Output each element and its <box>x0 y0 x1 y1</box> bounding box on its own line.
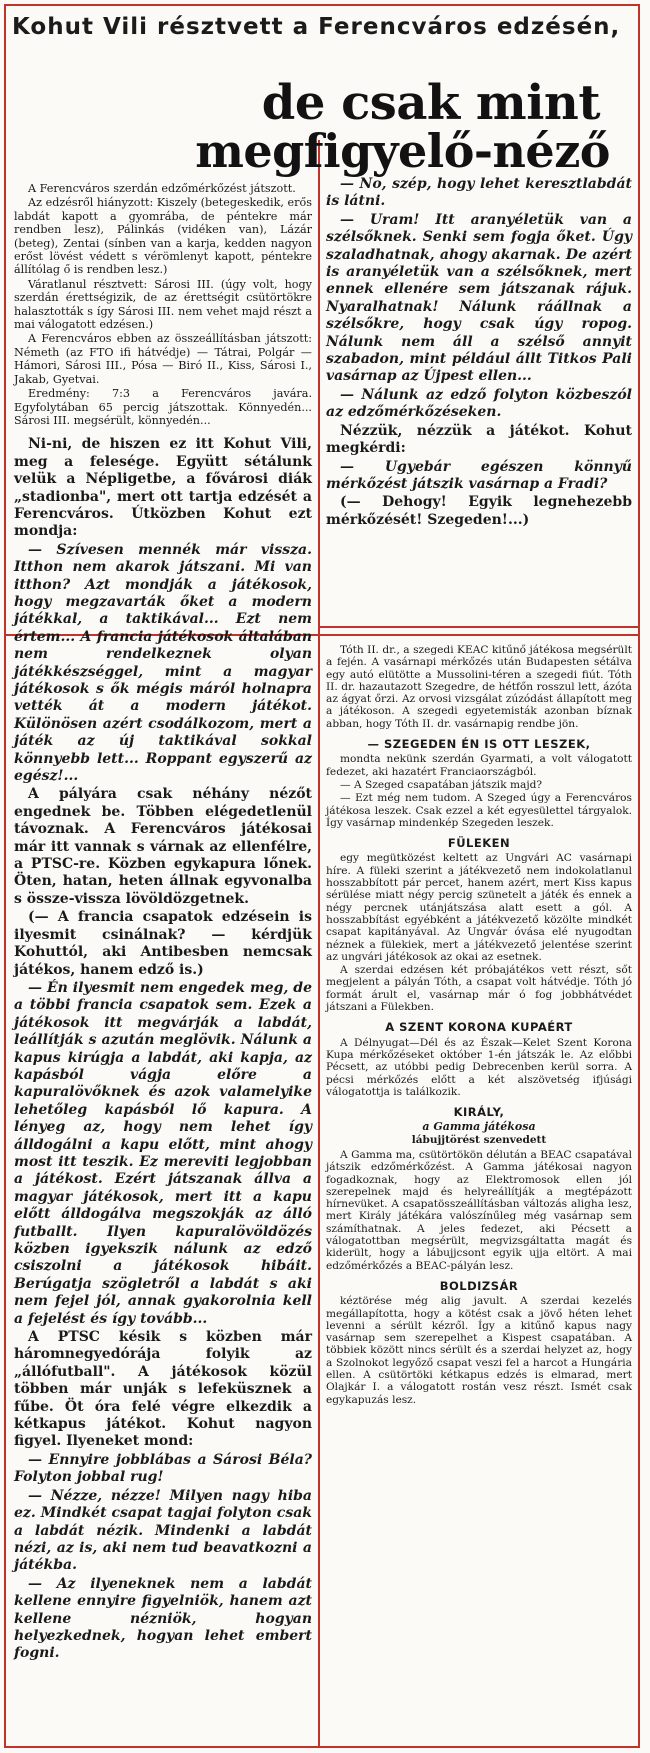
fuleken-brief: A szerdai edzésen két próbajátékos vett részt, sőt megjelent a pályán Tóth, a csapat volt hátvédje. Tóth jó formát árult el, vasárnap már ó fog jobbhátvédet játszani a Fülekben. <box>326 964 632 1014</box>
quote-paragraph: — Nézze, nézze! Milyen nagy hiba ez. Mindkét csapat tagjai folyton csak a labdát nézik. Mindenki a labdát nézi, az is, aki nem tud beavatkozni a játékba. <box>14 1487 312 1574</box>
fuleken-brief: egy megütközést keltett az Ungvári AC vasárnapi híre. A füleki szerint a játékvezető nem indokolatlanul hosszabbított pár percet, hanem azért, mert Kiss kapus sérülése miatt négy percig szünetelt a játék és ennek a négy percnek utánjátszása alatt esett a gól. A hosszabbítást egyébként a játékvezető közölte mindkét csapat kapitányával. Az Ungvár óvása elé nyugodtan néznek a fülekiek, mert a játékvezető jelentése szerint az ungvári játékosok az okai az esetnek. <box>326 852 632 963</box>
korona-brief: A Délnyugat—Dél és az Észak—Kelet Szent Korona Kupa mérkőzéseket október 1-én játszák le. Az előbbi Pécsett, az utóbbi pedig Debrecenben kerül sorra. A pécsi mérkőzés előtt a két alszövetség ifjúsági válogatottja is találkozik. <box>326 1036 632 1098</box>
main-headline-line-1: de csak mint <box>261 75 600 131</box>
quote-paragraph: — Uram! Itt aranyéletük van a szélsőknek. Senki sem fogja őket. Úgy szaladhatnak, ahogy akarnak. De azért is aranyéletük van a szélsőknek, mert ennek ellenére sem játszanak rájuk. Nyaralhatnak! Nálunk ráállnak a szélsőkre, hogy csak úgy ropog. Nálunk nem áll a szélső annyit szabadon, mint például állt Titkos Pali vasárnap az Újpest ellen... <box>326 211 632 385</box>
quote-paragraph: — Én ilyesmit nem engedek meg, de a többi francia csapatok sem. Ezek a játékosok itt megvárják a labdát, leállítják s azután meglövik. Nálunk a kapus kirúgja a labdát, aki kapja, az kapásból vágja előre a kapuralövőknek és azok valamelyike lehetőleg kapásból lő kapura. A lényeg az, hogy nem lehet így álldogálni a kapu előtt, mint ahogy most itt teszik. Ez mereviti legjobban a játékost. Ezért játszanak állva a magyar játékosok, mert itt a kapu előtt álldogálva megszokják az álló futballt. Ilyen kapuralövöldözés közben igyekszik nálunk az edző csiszolni a játékosok hibáit. Berúgatja szögletről a labdát s aki nem fejel jól, annak gyakorolnia kell a fejelést és így tovább... <box>14 979 312 1327</box>
quote-paragraph: — No, szép, hogy lehet keresztlabdát is látni. <box>326 176 632 210</box>
news-briefs-column <box>326 644 632 1407</box>
brief-heading-kiraly: KIRÁLY, <box>453 1105 505 1120</box>
toth-brief: Tóth II. dr., a szegedi KEAC kitűnő játékosa megsérült a fején. A vasárnapi mérkőzés után Budapesten sétálva egy autó elütötte a Mussolini-téren a szegedi fiút. Tóth II. dr. hazautazott Szegedre, de hétfőn rosszul lett, ázóta az ágyat őrzi. Az orvosi vizsgálat zúzódást állapított meg a játékoson. A szegedi egyetemisták azonban bíznak abban, hogy Tóth II. dr. vasárnapig rendbe jön. <box>326 644 632 730</box>
story-paragraph: A PTSC késik s közben már háromnegyedórája folyik az „állófutball". A játékosok közül többen már unják s lefeküsznek a fűbe. Öt óra felé végre elkezdik a kétkapus játékot. Kohut nagyon figyel. Ilyeneket mond: <box>14 1329 312 1450</box>
quote-paragraph: — Nálunk az edző folyton közbeszól az edzőmérkőzéseken. <box>326 386 632 421</box>
column-separator <box>318 140 320 640</box>
brief-heading-szeged: — SZEGEDEN ÉN IS OTT LESZEK, <box>367 737 591 752</box>
present-paragraph: Váratlanul résztvett: Sárosi III. (úgy volt, hogy szerdán érettségizik, de az érettségit csütörtökre halasztották s így Sárosi III. nem vehet majd részt a mai válogatott edzésen.) <box>14 277 312 332</box>
kiraly-brief: A Gamma ma, csütörtökön délután a BEAC csapatával játszik edzőmérkőzést. A Gamma játékosai nagyon fogadkoznak, hogy az Elektromosok ellen jól szerepelnek majd és helyreállítják a megtépázott hírnevüket. A csapatösszeállításban változás aligha lesz, mert Király játékára valószínűleg még vasárnap sem számíthatnak. A jeles fedezet, aki Pécsett a válogatottban megsérült, megvizsgáltatta magát és kiderült, hogy a lábujjcsont egyik ujja eltört. A mai edzőmérkőzés a BEAC-pályán lesz. <box>326 1148 632 1272</box>
quote-paragraph: — Ennyire jobblábas a Sárosi Béla? Folyton jobbal rug! <box>14 1451 312 1486</box>
kicker-headline: Kohut Vili résztvett a Ferencváros edzésén, <box>12 14 621 40</box>
quote-paragraph: — Szívesen mennék már vissza. Itthon nem akarok játszani. Mi van itthon? Azt mondják a játékosok, hogy megzavarták őket a modern játékkal, a taktikával... Ezt nem értem... A francia játékosok általában nem rendelkeznek olyan játékkészséggel, mint a magyar játékosok s ők mégis máról holnapra vették át a modern játékot. Különösen azért csodálkozom, mert a játék az új taktikával sokkal könnyebb lett... Roppant egyszerű az egész!... <box>14 541 312 785</box>
story-paragraph: A pályára csak néhány nézőt engednek be. Többen elégedetlenül távoznak. A Ferencváros játékosai már itt vannak s várnak az ellenfélre, a PTSC-re. Közben egykapura lőnek. Öten, hatan, heten állnak egyvonalba s össze-vissza lövöldözgetnek. <box>14 786 312 907</box>
absent-paragraph: Az edzésről hiányzott: Kiszely (betegeskedik, erős labdát kapott a gyomrába, de péntekre már rendben lesz), Pálinkás (vidéken van), Lázár (beteg), Zentai (sínben van a karja, kedden nagyon erőst lövést védett s vérömlenyt kapott, péntekre állítólag ő is rendben lesz.) <box>14 196 312 277</box>
question-paragraph: — Ugyebár egészen könnyű mérkőzést játszik vasárnap a Fradi? <box>326 458 632 492</box>
right-column-top <box>326 176 632 530</box>
question-paragraph: (— A francia csapatok edzésein is ilyesmit csinálnak? — kérdjük Kohuttól, aki Antibesben nemcsak játékos, hanem edző is.) <box>14 909 312 978</box>
lineup-box <box>14 182 312 427</box>
szeged-brief: — A Szeged csapatában játszik majd? <box>340 778 543 791</box>
szeged-brief: — Ezt még nem tudom. A Szeged úgy a Ferencváros játékosa leszek. Csak ezzel a két egyesülettel tárgyalok. Így vasárnap mindenkép Szegeden leszek. <box>326 792 632 829</box>
boldizsar-brief: kéztörése még alig javult. A szerdai kezelés megállapította, hogy a kötést csak a jövő héten lehet levenni a sérült kézről. Így a kitűnő kapus nagy vasárnap sem szerepelhet a Kispest csapatában. A többiek között nincs sérült és a szerdai helyzet az, hogy a Szolnokot legyőző csapat veszi fel a harcot a Hungária ellen. A csütörtöki kétkapus edzés is elmarad, mert Olajkár I. a válogatott rostán vesz részt. Ismét csak egykapuzás lesz. <box>326 1295 632 1406</box>
brief-subheading-kiraly: a Gamma játékosa <box>422 1120 536 1134</box>
szeged-brief: mondta nekünk szerdán Gyarmati, a volt válogatott fedezet, aki hazatért Franciaországból. <box>326 753 632 778</box>
brief-heading-boldizsar: BOLDIZSÁR <box>439 1278 519 1293</box>
story-paragraph: Nézzük, nézzük a játékot. Kohut megkérdi: <box>326 422 632 457</box>
left-column <box>14 182 312 1664</box>
answer-paragraph: (— Dehogy! Egyik legnehezebb mérkőzését! Szegeden!...) <box>326 494 632 528</box>
quote-paragraph: — Az ilyeneknek nem a labdát kellene ennyire figyelniök, hanem azt kellene nézniök, hogyan helyezkednek, hogyan lehet embert fogni. <box>14 1575 312 1662</box>
brief-heading-fuleken: FÜLEKEN <box>447 836 511 851</box>
brief-subheading-kiraly-2: lábujjtörést szenvedett <box>411 1133 547 1146</box>
intro-paragraph: A Ferencváros szerdán edzőmérkőzést játszott. <box>28 182 296 195</box>
main-headline-line-2: megfigyelő-néző <box>195 124 610 178</box>
brief-heading-korona: A SZENT KORONA KUPAÉRT <box>385 1020 573 1035</box>
result-paragraph: Eredmény: 7:3 a Ferencváros javára. Egyfolytában 65 percig játszottak. Könnyedén... Sárosi III. megsérült, könnyedén... <box>14 387 312 427</box>
lineup-paragraph: A Ferencváros ebben az összeállításban játszott: Németh (az FTO ifi hátvédje) — Tátrai, Polgár — Hámori, Sárosi III., Pósa — Biró II., Kiss, Sárosi I., Jakab, Gyetvai. <box>14 332 312 386</box>
story-paragraph: Ni-ni, de hiszen ez itt Kohut Vili, meg a felesége. Együtt sétálunk velük a Népligetbe, a fővárosi diák „stadionba", mert ott tartja edzését a Ferencváros. Útközben Kohut ezt mondja: <box>14 436 312 540</box>
